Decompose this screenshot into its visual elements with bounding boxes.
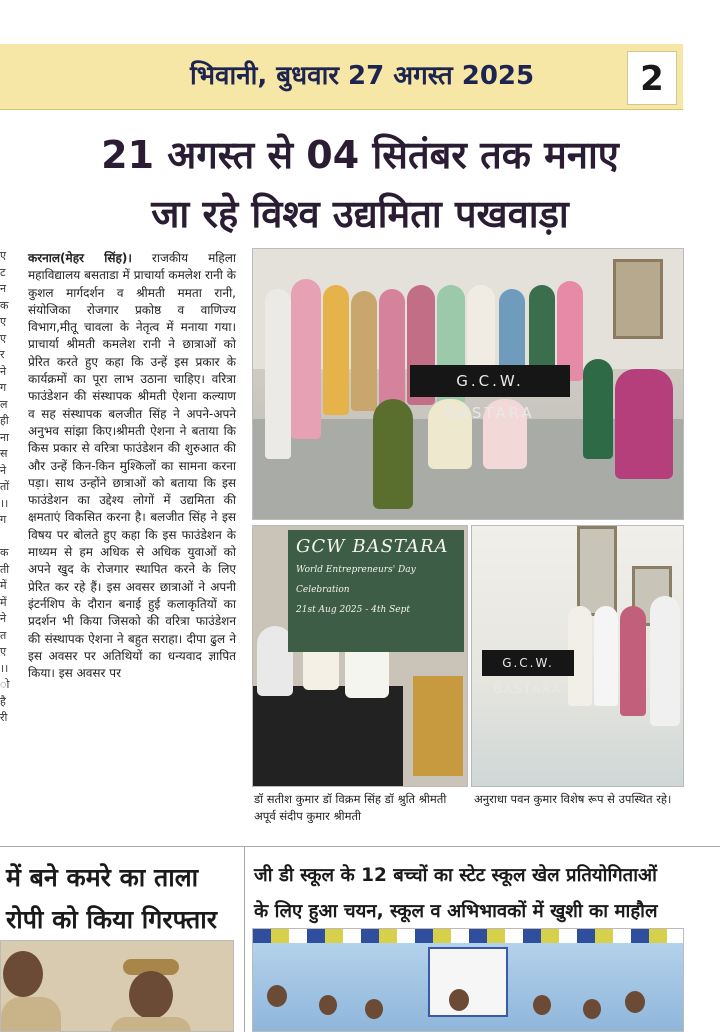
left-fragment: ।।	[0, 496, 9, 510]
photo-caption-left: डॉ सतीश कुमार डॉ विक्रम सिंह डॉ श्रुति श्रीमती अपूर्व संदीप कुमार श्रीमती	[254, 792, 447, 823]
left-fragment: ग	[0, 381, 7, 394]
police-photo	[0, 940, 234, 1032]
chalkboard-subtitle-1: World Entrepreneurs' Day	[296, 565, 416, 575]
photo-banner-gcw: G.C.W. BASTARA	[410, 365, 570, 397]
left-fragment: री	[0, 711, 8, 724]
page-dateline: भिवानी, बुधवार 27 अगस्त 2025	[190, 61, 535, 91]
left-fragment: ए	[0, 249, 7, 262]
left-fragment: ए	[0, 645, 7, 658]
left-fragment: ही	[0, 414, 9, 427]
left-fragment: ो	[0, 678, 10, 691]
left-fragment: ए	[0, 315, 7, 328]
article-body	[28, 250, 236, 682]
left-fragment: ती	[0, 562, 10, 576]
left-fragment: ल	[0, 397, 8, 411]
left-fragment: में	[0, 579, 7, 592]
page-number: 2	[627, 51, 677, 105]
left-fragment: ग	[0, 513, 7, 526]
left-fragment: ने	[0, 463, 7, 477]
left-fragment: त	[0, 628, 7, 642]
left-fragment: है	[0, 694, 6, 708]
section-divider	[0, 846, 720, 847]
chalkboard-title: GCW BASTARA	[296, 536, 449, 557]
exhibition-banner: G.C.W. BASTARA	[482, 650, 574, 676]
left-fragment: ना	[0, 430, 9, 444]
left-column-fragments	[0, 248, 12, 828]
chalkboard	[288, 530, 464, 652]
chalkboard-subtitle-2: Celebration	[296, 585, 350, 595]
left-fragment: तों	[0, 480, 10, 493]
chalkboard-subtitle-3: 21st Aug 2025 - 4th Sept	[296, 605, 411, 615]
left-fragment: ट	[0, 265, 6, 279]
left-fragment	[0, 529, 12, 546]
main-headline-line1: 21 अगस्त से 04 सितंबर तक मनाए	[101, 133, 619, 177]
bottom-left-headline-line1: में बने कमरे का ताला	[6, 863, 199, 892]
column-divider	[244, 846, 245, 1032]
left-fragment: क	[0, 546, 9, 559]
article-lead: करनाल(मेहर सिंह)।	[28, 251, 132, 265]
photo-caption-right: अनुराधा पवन कुमार विशेष रूप से उपस्थित रहे।	[474, 792, 672, 806]
bottom-left-headline-line2: रोपी को किया गिरफ्तार	[6, 905, 218, 934]
left-fragment: में	[0, 595, 7, 609]
main-headline-line2: जा रहे विश्व उद्यमिता पखवाड़ा	[151, 192, 569, 236]
article-text: राजकीय महिला महाविद्यालय बसताडा में प्राचार्या कमलेश रानी के कुशल मार्गदर्शन व श्रीमती ममता रानी, संयोजिका रोजगार प्रकोष्ठ व वाणिज्य विभाग,मीतू चावला के नेतृत्व में मनाया गया।प्राचार्या श्रीमती कमलेश रानी ने छात्राओं को प्रेरित करते हुए कहा कि उन्हें इस प्रकार के कार्यक्रमों का पूरा लाभ उठाना चाहिए। वरित्रा फाउंडेशन की संस्थापक श्रीमती ऐशना कल्याण व सह संस्थापक बलजीत सिंह ने अपने-अपने अनुभव सांझा किए।श्रीमती ऐशना ने बताया कि किस प्रकार से वरित्रा फाउंडेशन की शुरुआत की और उन्हें किन-किन मुश्किलों का सामना करना पड़ा। साथ उन्होंने छात्राओं को बताया कि इस फाउंडेशन का उद्देश्य लोगों में उद्यमिता की क्षमताएं विकसित करना है। बलजीत सिंह ने इस विषय पर बोलते हुए कहा कि इस फाउंडेशन के माध्यम से हम अधिक से अधिक युवाओं को अपने खुद के रोजगार स्थापित करने के लिए प्रेरित कर रहे हैं। इस अवसर छात्राओं ने अपनी इंटर्नशिप के दौरान बनाई हुई कलाकृतियों का प्रदर्शन भी किया जिसको की वरित्रा फाउंडेशन की संस्थापक ऐशना ने बहुत सराहा। दीपा ढुल ने इस अवसर पर अतिथियों का धन्यवाद ज्ञापित किया। इस अवसर पर	[28, 251, 236, 681]
left-fragment: न	[0, 282, 7, 295]
bottom-right-headline-line2: के लिए हुआ चयन, स्कूल व अभिभावकों में खुशी का माहौल	[254, 901, 658, 922]
left-fragment: ।।	[0, 661, 9, 675]
left-fragment: ने	[0, 612, 7, 625]
school-photo	[252, 928, 684, 1032]
left-fragment: क	[0, 298, 9, 312]
bottom-right-headline-line1: जी डी स्कूल के 12 बच्चों का स्टेट स्कूल खेल प्रतियोगिताओं	[254, 865, 657, 886]
left-fragment: र	[0, 348, 5, 361]
left-fragment: ए	[0, 331, 7, 345]
left-fragment: ने	[0, 364, 7, 378]
left-fragment: स	[0, 447, 8, 460]
